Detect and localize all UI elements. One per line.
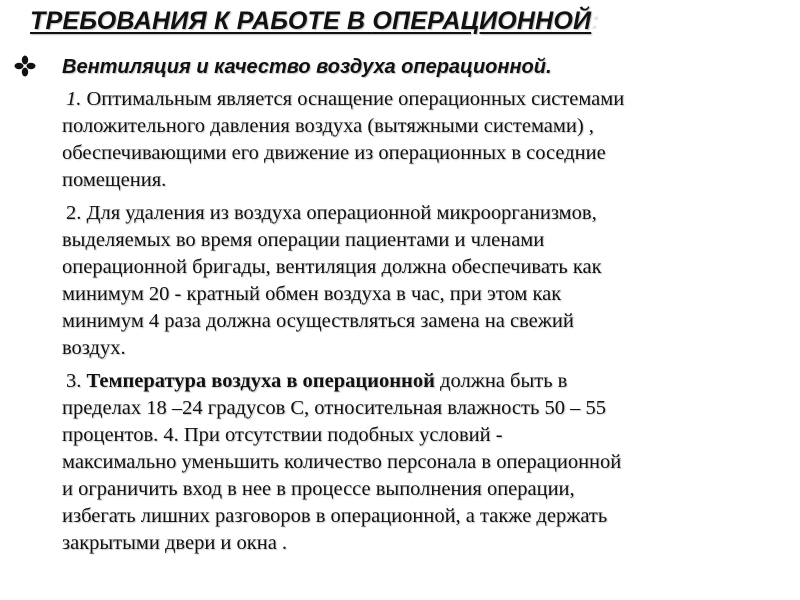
paragraph-3-line-4: максимально уменьшить количество персонала в операционной xyxy=(62,451,622,473)
paragraph-3-line-3: процентов. 4. При отсутствии подобных условий - xyxy=(62,424,503,446)
paragraph-1-number: 1. xyxy=(66,88,82,110)
paragraph-3-line-6: избегать лишних разговоров в операционной, а также держать xyxy=(62,505,608,527)
paragraph-2-line-3: операционной бригады, вентиляция должна обеспечивать как xyxy=(62,256,602,278)
bullet-heading-row xyxy=(14,51,784,83)
paragraph-1-line-2: положительного давления воздуха (вытяжными системами) , xyxy=(62,115,594,137)
paragraph-2-line-5: минимум 4 раза должна осуществляться замена на свежий xyxy=(62,310,574,332)
paragraph-2-line-4: минимум 20 - кратный обмен воздуха в час, при этом как xyxy=(62,283,562,305)
paragraph-3 xyxy=(62,368,792,557)
paragraph-2-line-2: выделяемых во время операции пациентами и членами xyxy=(62,229,545,251)
paragraph-1 xyxy=(62,86,792,194)
paragraph-3-line-1 xyxy=(62,368,792,395)
paragraph-3-line-5: и ограничить вход в нее в процессе выполнения операции, xyxy=(62,478,575,500)
title-part2: ОПЕРАЦИОННОЙ xyxy=(372,7,592,35)
slide-title xyxy=(30,2,780,40)
body-text xyxy=(62,86,792,563)
paragraph-3-bold-phrase: Температура воздуха в операционной xyxy=(86,370,435,392)
diamond-bullet-icon xyxy=(14,55,36,77)
paragraph-1-line-3: обеспечивающими его движение из операционных в соседние xyxy=(62,142,606,164)
paragraph-3-line-1-rest: должна быть в xyxy=(434,370,568,392)
paragraph-2-line-1: 2. Для удаления из воздуха операционной микроорганизмов, xyxy=(66,202,597,224)
bullet-heading: Вентиляция и качество воздуха операционной. xyxy=(62,56,552,78)
title-colon: : xyxy=(591,7,600,35)
paragraph-1-line-1 xyxy=(62,86,792,113)
paragraph-2 xyxy=(62,200,792,362)
paragraph-1-line-1-text: Оптимальным является оснащение операционных системами xyxy=(81,88,625,110)
paragraph-3-number: 3. xyxy=(66,370,87,392)
paragraph-1-line-4: помещения. xyxy=(62,169,167,191)
paragraph-3-line-7: закрытыми двери и окна . xyxy=(62,532,288,554)
paragraph-2-line-6: воздух. xyxy=(62,337,126,359)
title-part1: ТРЕБОВАНИЯ К РАБОТЕ В xyxy=(30,7,373,35)
paragraph-3-line-2: пределах 18 –24 градусов С, относительная влажность 50 – 55 xyxy=(62,397,606,419)
